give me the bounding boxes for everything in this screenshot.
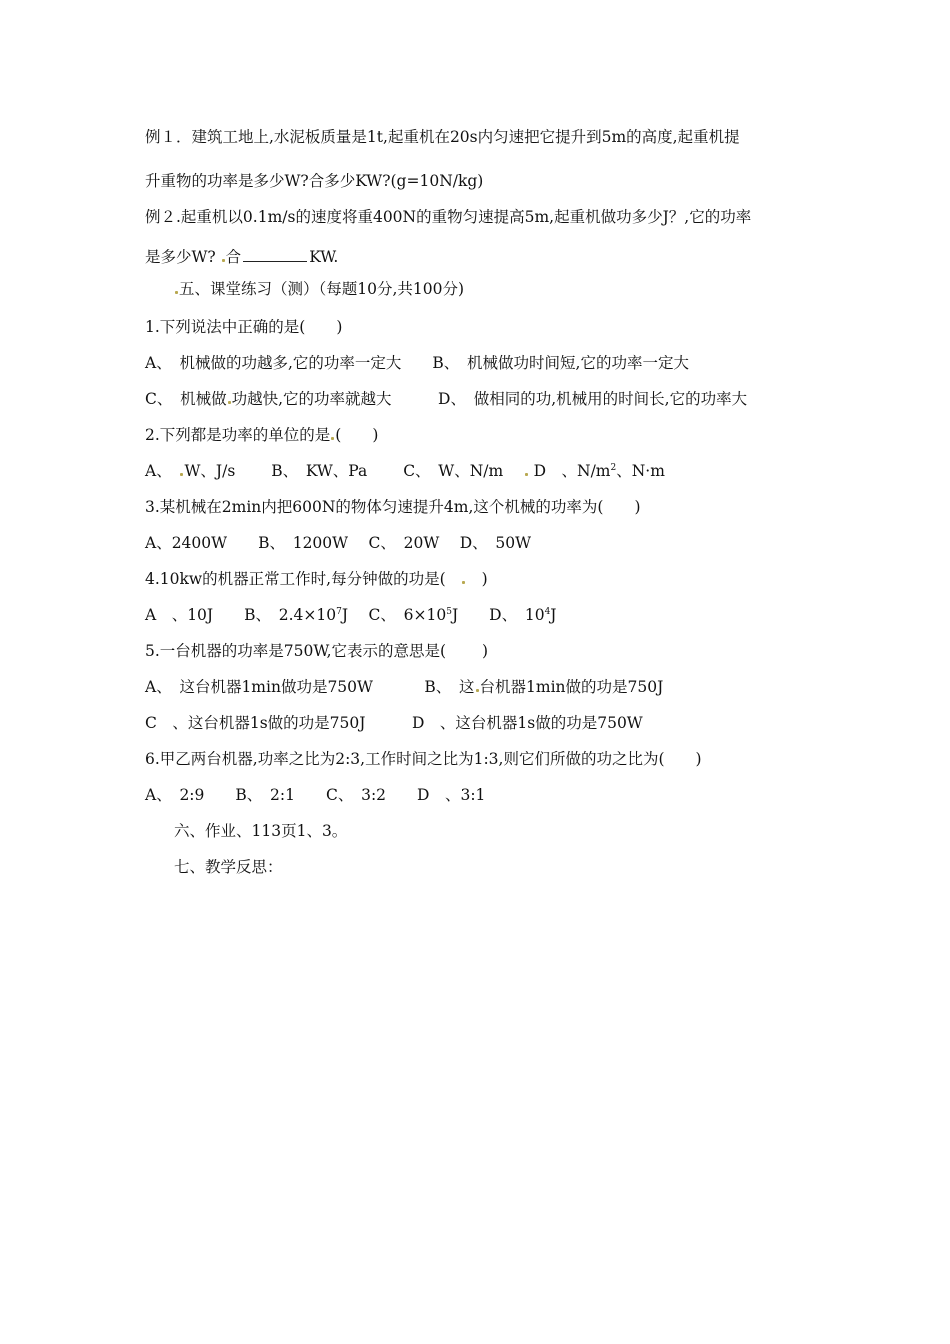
q1-opt-c-a: C、 机械做 [145,390,227,408]
q4-opts-sup1: 7 [336,606,342,617]
example-2-text-c: KW. [309,248,339,266]
speck-mark [180,473,183,476]
example-2-text-a: 是多少W? [145,248,221,266]
example-2-line-2 [145,246,338,268]
question-6-options: A、 2:9 B、 2:1 C、 3:2 D 、3:1 [145,786,486,804]
question-3-options [145,532,531,554]
example-1-line-2: 升重物的功率是多少W?合多少KW?(g=10N/kg) [145,172,484,190]
example-2-text-b: 合 [225,248,242,266]
section-5-heading [174,278,464,300]
example-2-line-1: 例２.起重机以0.1m/s的速度将重400N的重物匀速提高5m,起重机做功多少J？,它的功率 [145,208,752,226]
q5-opts-ab-b: 台机器1min做的功是750J [479,678,664,696]
question-5-options-cd: C 、这台机器1s做的功是750J D 、这台机器1s做的功是750W [145,714,643,732]
speck-mark [228,401,231,404]
q2-text-a: 2.下列都是功率的单位的是 [145,426,331,444]
section-7-heading: 七、教学反思： [174,858,283,876]
q3-opts: A、2400W B、 1200W C、 20W D、 50W [145,534,532,552]
section-6-heading: 六、作业、113页1、3。 [174,822,348,840]
question-1: 1.下列说法中正确的是( ) [145,318,343,336]
question-1-options-ab: A、 机械做的功越多,它的功率一定大 B、 机械做功时间短,它的功率一定大 [145,354,689,372]
q2-opts-d: 、N·m [616,462,665,480]
q4-text-a: 4.10kw的机器正常工作时,每分钟做的功是( [145,570,462,588]
q4-opts-b: J C、 6×10 [341,606,447,624]
speck-mark [525,473,528,476]
q2-opts-b: W、J/s B、 KW、Pa C、 W、N/m [184,462,524,480]
section-5-title: 五、课堂练习（测）（每题10分,共100分) [179,280,465,298]
question-5: 5.一台机器的功率是750W,它表示的意思是( ) [145,642,489,660]
speck-mark [331,437,334,440]
example-1-line-1: 例１．建筑工地上,水泥板质量是1t,起重机在20s内匀速把它提升到5m的高度,起重机提 [145,128,740,146]
q1-opt-c-b: 功越快,它的功率就越大 D、 做相同的功,机械用的时间长,它的功率大 [231,390,748,408]
q2-text-b: ( ) [335,426,379,444]
q5-opts-ab-a: A、 这台机器1min做功是750W B、 这 [145,678,475,696]
q4-opts-sup3: 4 [544,606,551,617]
q4-opts-d: J [550,606,557,624]
question-6: 6.甲乙两台机器,功率之比为2:3,工作时间之比为1:3,则它们所做的功之比为( ) [145,750,702,768]
question-2 [145,424,378,446]
speck-mark [462,581,465,584]
question-4 [145,568,488,590]
q2-opts-sup: 2 [610,462,617,473]
question-3: 3.某机械在2min内把600N的物体匀速提升4m,这个机械的功率为( ) [145,498,641,516]
question-5-options-ab [145,676,663,698]
question-2-options [145,460,665,482]
speck-mark [222,259,225,262]
answer-blank [243,247,307,262]
question-1-options-cd [145,388,747,410]
q4-opts-a: A 、10J B、 2.4×10 [145,606,337,624]
q4-text-b: ) [466,570,488,588]
q2-opts-c: D 、N/m [528,462,611,480]
q4-opts-sup2: 5 [446,606,452,617]
q2-opts-a: A、 [145,462,180,480]
speck-mark [476,689,479,692]
question-4-options [145,604,557,626]
speck-mark [175,291,178,294]
q4-opts-c: J D、 10 [451,606,545,624]
